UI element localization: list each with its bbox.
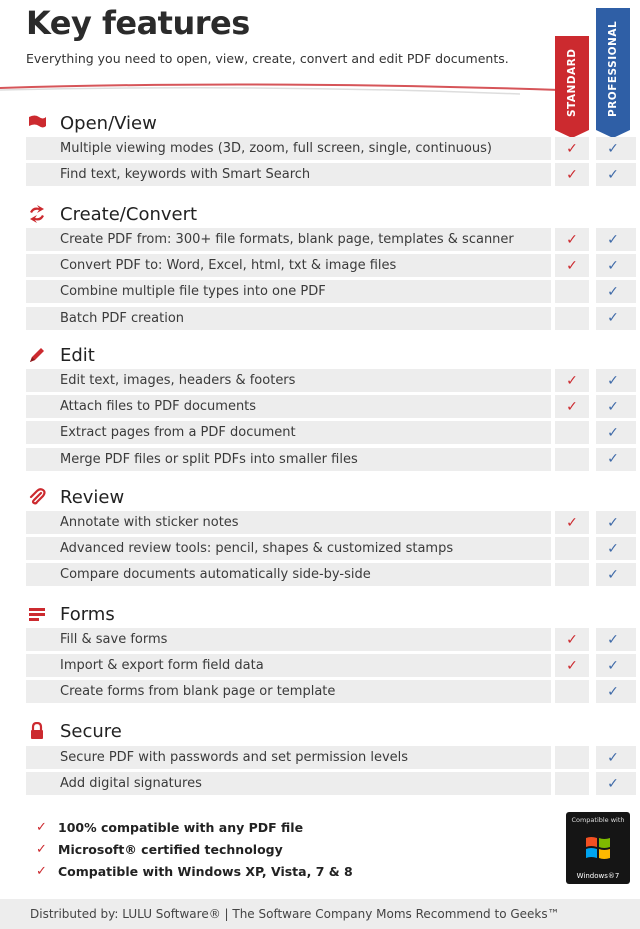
footer: Distributed by: LULU Software® | The Software Company Moms Recommend to Geeks™: [0, 899, 640, 929]
check-icon: ✓: [36, 841, 47, 857]
standard-empty-cell: [555, 307, 589, 330]
column-divider: [589, 369, 596, 392]
feature-row: [26, 448, 636, 471]
column-divider: [589, 395, 596, 418]
section-title: Open/View: [60, 112, 157, 134]
standard-check-icon: ✓: [566, 514, 578, 531]
column-divider: [589, 137, 596, 160]
professional-check-icon: ✓: [607, 749, 619, 766]
professional-check-icon: ✓: [607, 775, 619, 792]
section-header: [26, 201, 197, 227]
feature-row: [26, 307, 636, 330]
professional-check-icon: ✓: [607, 657, 619, 674]
feature-text: Create PDF from: 300+ file formats, blank page, templates & scanner: [60, 232, 514, 247]
standard-empty-cell: [555, 772, 589, 795]
column-divider: [589, 654, 596, 677]
standard-empty-cell: [555, 280, 589, 303]
flag-icon: [26, 112, 48, 134]
feature-text: Extract pages from a PDF document: [60, 425, 296, 441]
feature-text: Edit text, images, headers & footers: [60, 373, 296, 388]
column-divider: [589, 680, 596, 703]
column-divider: [589, 628, 596, 651]
compat-item: ✓ Compatible with Windows XP, Vista, 7 & 8: [36, 863, 353, 879]
column-divider: [589, 563, 596, 586]
professional-check-icon: ✓: [607, 631, 619, 648]
section-title: Forms: [60, 603, 115, 625]
professional-check-icon: ✓: [607, 166, 619, 183]
section-header: [26, 110, 157, 136]
standard-check-icon: ✓: [566, 657, 578, 674]
professional-column-ribbon: [596, 8, 630, 130]
feature-row: [26, 563, 636, 586]
standard-check-icon: ✓: [566, 166, 578, 183]
section-title: Review: [60, 486, 125, 508]
pencil-icon: [26, 344, 48, 366]
red-swoosh-divider: [0, 78, 560, 96]
standard-empty-cell: [555, 448, 589, 471]
standard-check-icon: ✓: [566, 231, 578, 248]
professional-check-icon: ✓: [607, 451, 619, 468]
professional-check-icon: ✓: [607, 231, 619, 248]
standard-check-icon: ✓: [566, 140, 578, 157]
feature-text: Add digital signatures: [60, 776, 202, 792]
section-title: Secure: [60, 720, 122, 742]
form-lines-icon: [26, 603, 48, 625]
column-divider: [589, 307, 596, 330]
badge-bottom-text: Windows®7: [576, 872, 620, 880]
section-title: Edit: [60, 344, 95, 366]
feature-row: [26, 137, 636, 160]
check-icon: ✓: [36, 819, 47, 835]
feature-text: Merge PDF files or split PDFs into smaller files: [60, 451, 358, 467]
feature-text: Compare documents automatically side-by-side: [60, 567, 371, 583]
feature-row: [26, 772, 636, 795]
feature-text: Batch PDF creation: [60, 310, 185, 326]
standard-check-icon: ✓: [566, 631, 578, 648]
feature-row: [26, 395, 636, 418]
section-title: Create/Convert: [60, 203, 198, 225]
standard-empty-cell: [555, 537, 589, 560]
compat-item: ✓ Microsoft® certified technology: [36, 841, 283, 857]
professional-check-icon: ✓: [607, 283, 619, 300]
feature-text: Convert PDF to: Word, Excel, html, txt & image files: [60, 258, 397, 274]
feature-row: [26, 254, 636, 277]
feature-row: [26, 228, 636, 251]
feature-row: [26, 628, 636, 651]
feature-text: Annotate with sticker notes: [60, 515, 239, 530]
standard-column-label: STANDARD: [566, 48, 578, 118]
professional-check-icon: ✓: [607, 566, 619, 583]
page-title: Key features: [26, 4, 250, 42]
compatibility-list: [36, 816, 353, 882]
column-divider: [589, 228, 596, 251]
professional-check-icon: ✓: [607, 372, 619, 389]
standard-check-icon: ✓: [566, 372, 578, 389]
professional-check-icon: ✓: [607, 140, 619, 157]
standard-check-icon: ✓: [566, 398, 578, 415]
column-divider: [589, 537, 596, 560]
feature-text: Find text, keywords with Smart Search: [60, 167, 311, 183]
windows-logo-icon: [584, 834, 612, 862]
column-divider: [589, 280, 596, 303]
compat-item: ✓ 100% compatible with any PDF file: [36, 819, 304, 835]
convert-icon: [26, 203, 48, 225]
professional-check-icon: ✓: [607, 310, 619, 327]
page-subtitle: Everything you need to open, view, create, convert and edit PDF documents.: [26, 51, 509, 66]
feature-row: [26, 369, 636, 392]
professional-column-label: PROFESSIONAL: [607, 20, 619, 118]
column-divider: [589, 163, 596, 186]
standard-column-ribbon: [555, 36, 589, 130]
column-divider: [589, 421, 596, 444]
feature-row: [26, 421, 636, 444]
feature-text: Multiple viewing modes (3D, zoom, full screen, single, continuous): [60, 141, 492, 156]
professional-check-icon: ✓: [607, 683, 619, 700]
feature-text: Fill & save forms: [60, 632, 168, 647]
professional-check-icon: ✓: [607, 257, 619, 274]
professional-check-icon: ✓: [607, 398, 619, 415]
standard-check-icon: ✓: [566, 257, 578, 274]
feature-row: [26, 280, 636, 303]
section-header: [26, 601, 115, 627]
feature-text: Attach files to PDF documents: [60, 399, 257, 415]
windows7-compatible-badge: [566, 812, 630, 884]
section-header: [26, 484, 124, 510]
feature-row: [26, 537, 636, 560]
column-divider: [589, 448, 596, 471]
feature-row: [26, 746, 636, 769]
paperclip-icon: [26, 486, 48, 508]
column-divider: [589, 511, 596, 534]
feature-row: [26, 163, 636, 186]
professional-check-icon: ✓: [607, 424, 619, 441]
standard-empty-cell: [555, 680, 589, 703]
badge-top-text: Compatible with: [571, 816, 625, 824]
section-header: [26, 718, 122, 744]
feature-row: [26, 680, 636, 703]
feature-row: [26, 511, 636, 534]
check-icon: ✓: [36, 863, 47, 879]
lock-icon: [26, 720, 48, 742]
feature-text: Secure PDF with passwords and set permission levels: [60, 750, 409, 765]
column-divider: [589, 746, 596, 769]
feature-text: Combine multiple file types into one PDF: [60, 284, 326, 300]
standard-empty-cell: [555, 421, 589, 444]
feature-text: Create forms from blank page or template: [60, 684, 336, 700]
professional-check-icon: ✓: [607, 514, 619, 531]
section-header: [26, 342, 95, 368]
feature-text: Advanced review tools: pencil, shapes & customized stamps: [60, 541, 454, 557]
standard-empty-cell: [555, 746, 589, 769]
professional-check-icon: ✓: [607, 540, 619, 557]
standard-empty-cell: [555, 563, 589, 586]
feature-text: Import & export form field data: [60, 658, 264, 674]
feature-row: [26, 654, 636, 677]
column-divider: [589, 772, 596, 795]
column-divider: [589, 254, 596, 277]
